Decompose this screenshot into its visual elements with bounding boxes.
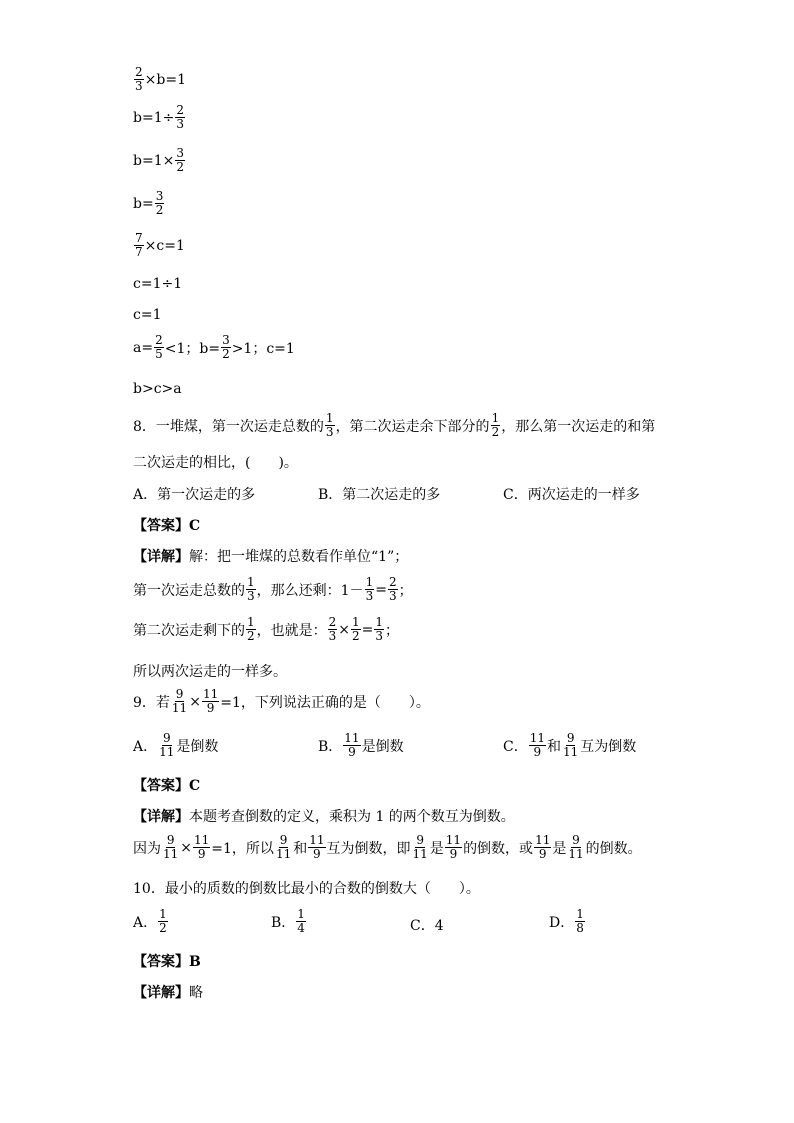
fraction: $\frac{1}{2}$: [247, 615, 255, 643]
option-c[interactable]: C． $\frac{11}{9}$ 和 $\frac{9}{11}$ 互为倒数: [503, 731, 637, 759]
equation-line: c=1: [133, 307, 162, 323]
equation-line: c=1÷1: [133, 276, 183, 292]
fraction: $\frac{9}{11}$: [275, 833, 292, 861]
fraction: $\frac{1}{2}$: [352, 615, 360, 643]
option-a[interactable]: A．第一次运走的多: [133, 487, 256, 503]
option-c[interactable]: C．两次运走的一样多: [503, 487, 640, 503]
fraction: $\frac{1}{3}$: [325, 411, 334, 439]
fraction: $\frac{11}{9}$: [194, 833, 210, 861]
answer-label: 【答案】B: [133, 954, 201, 970]
detail-text: 【详解】 略: [133, 985, 203, 1001]
fraction: $\frac{2}{3}$: [328, 615, 337, 643]
detail-step: 第一次运走总数的 $\frac{1}{3}$ ，那么还剩：1－ $\frac{1}{3}$ = $\frac{2}{3}$ ；: [133, 575, 413, 603]
detail-text: 【详解】 解：把一堆煤的总数看作单位“1”；: [133, 549, 409, 565]
fraction: $\frac{2}{3}$: [135, 65, 143, 93]
option-c[interactable]: C．4: [410, 918, 444, 934]
fraction: $\frac{11}{9}$: [529, 731, 545, 759]
fraction: $\frac{2}{3}$: [388, 575, 397, 603]
option-d[interactable]: D． $\frac{1}{8}$: [549, 907, 584, 935]
detail-step: 第二次运走剩下的 $\frac{1}{2}$ ，也就是： $\frac{2}{3}$ × $\frac{1}{2}$ = $\frac{1}{3}$ ；: [133, 615, 400, 643]
fraction: $\frac{9}{11}$: [163, 833, 179, 861]
question-8-stem: 8．一堆煤，第一次运走总数的 $\frac{1}{3}$ ，第二次运走余下部分的 $\frac{1}{2}$ ，那么第一次运走的和第: [133, 411, 656, 439]
fraction: $\frac{11}{9}$: [202, 687, 219, 715]
fraction: $\frac{9}{11}$: [171, 687, 188, 715]
fraction: $\frac{3}{2}$: [155, 189, 164, 217]
fraction: $\frac{11}{9}$: [309, 833, 325, 861]
equation-line: a= $\frac{2}{5}$ <1；b= $\frac{3}{2}$ >1；c=1: [133, 333, 295, 361]
equation-line: b=1× $\frac{3}{2}$: [133, 146, 184, 174]
fraction: $\frac{11}{9}$: [445, 833, 462, 861]
option-b[interactable]: B． $\frac{1}{4}$: [271, 907, 305, 935]
fraction: $\frac{9}{11}$: [568, 833, 584, 861]
equation-line: $\frac{2}{3}$ ×b=1: [135, 65, 186, 93]
fraction: $\frac{1}{2}$: [491, 411, 500, 439]
option-a[interactable]: A． $\frac{1}{2}$: [133, 907, 167, 935]
question-9-stem: 9．若 $\frac{9}{11}$ × $\frac{11}{9}$ =1，下列说法正确的是（ ）。: [133, 687, 430, 715]
equation-line: $\frac{7}{7}$ ×c=1: [135, 231, 185, 259]
conclusion-text: 所以两次运走的一样多。: [133, 664, 287, 680]
fraction: $\frac{1}{3}$: [375, 615, 384, 643]
question-8-stem-line2: 二次运走的相比，( )。: [133, 455, 298, 471]
fraction: $\frac{9}{11}$: [563, 731, 579, 759]
answer-label: 【答案】C: [133, 778, 201, 794]
fraction: $\frac{9}{11}$: [159, 731, 175, 759]
fraction: $\frac{3}{2}$: [222, 333, 230, 361]
option-b[interactable]: B．第二次运走的多: [318, 487, 441, 503]
question-10-stem: 10．最小的质数的倒数比最小的合数的倒数大（ ）。: [133, 881, 480, 897]
fraction: $\frac{2}{3}$: [176, 103, 184, 131]
answer-label: 【答案】C: [133, 518, 201, 534]
fraction: $\frac{1}{8}$: [576, 907, 584, 935]
fraction: $\frac{1}{4}$: [297, 907, 305, 935]
fraction: $\frac{11}{9}$: [535, 833, 551, 861]
fraction: $\frac{1}{3}$: [247, 575, 255, 603]
detail-text: 【详解】 本题考查倒数的定义，乘积为 1 的两个数互为倒数。: [133, 809, 515, 825]
fraction: $\frac{1}{3}$: [365, 575, 374, 603]
equation-line: b= $\frac{3}{2}$: [133, 189, 164, 217]
fraction: $\frac{3}{2}$: [176, 146, 184, 174]
fraction: $\frac{11}{9}$: [344, 731, 360, 759]
detail-step: 因为 $\frac{9}{11}$ × $\frac{11}{9}$ =1，所以 $\frac{9}{11}$ 和 $\frac{11}{9}$ 互为倒数，即 $\frac{9}{11}$ 是 $\frac{11}{9}$ 的倒数，或 $\frac{11}{9}$ 是 $\frac{9}{11}$ 的倒数。: [133, 833, 642, 861]
fraction: $\frac{1}{2}$: [159, 907, 167, 935]
option-a[interactable]: A． $\frac{9}{11}$ 是倒数: [133, 731, 219, 759]
fraction: $\frac{2}{5}$: [155, 333, 163, 361]
fraction: $\frac{7}{7}$: [135, 231, 143, 259]
option-b[interactable]: B． $\frac{11}{9}$ 是倒数: [318, 731, 404, 759]
equation-line: b=1÷ $\frac{2}{3}$: [133, 103, 184, 131]
equation-line: b>c>a: [133, 381, 182, 397]
fraction: $\frac{9}{11}$: [412, 833, 428, 861]
